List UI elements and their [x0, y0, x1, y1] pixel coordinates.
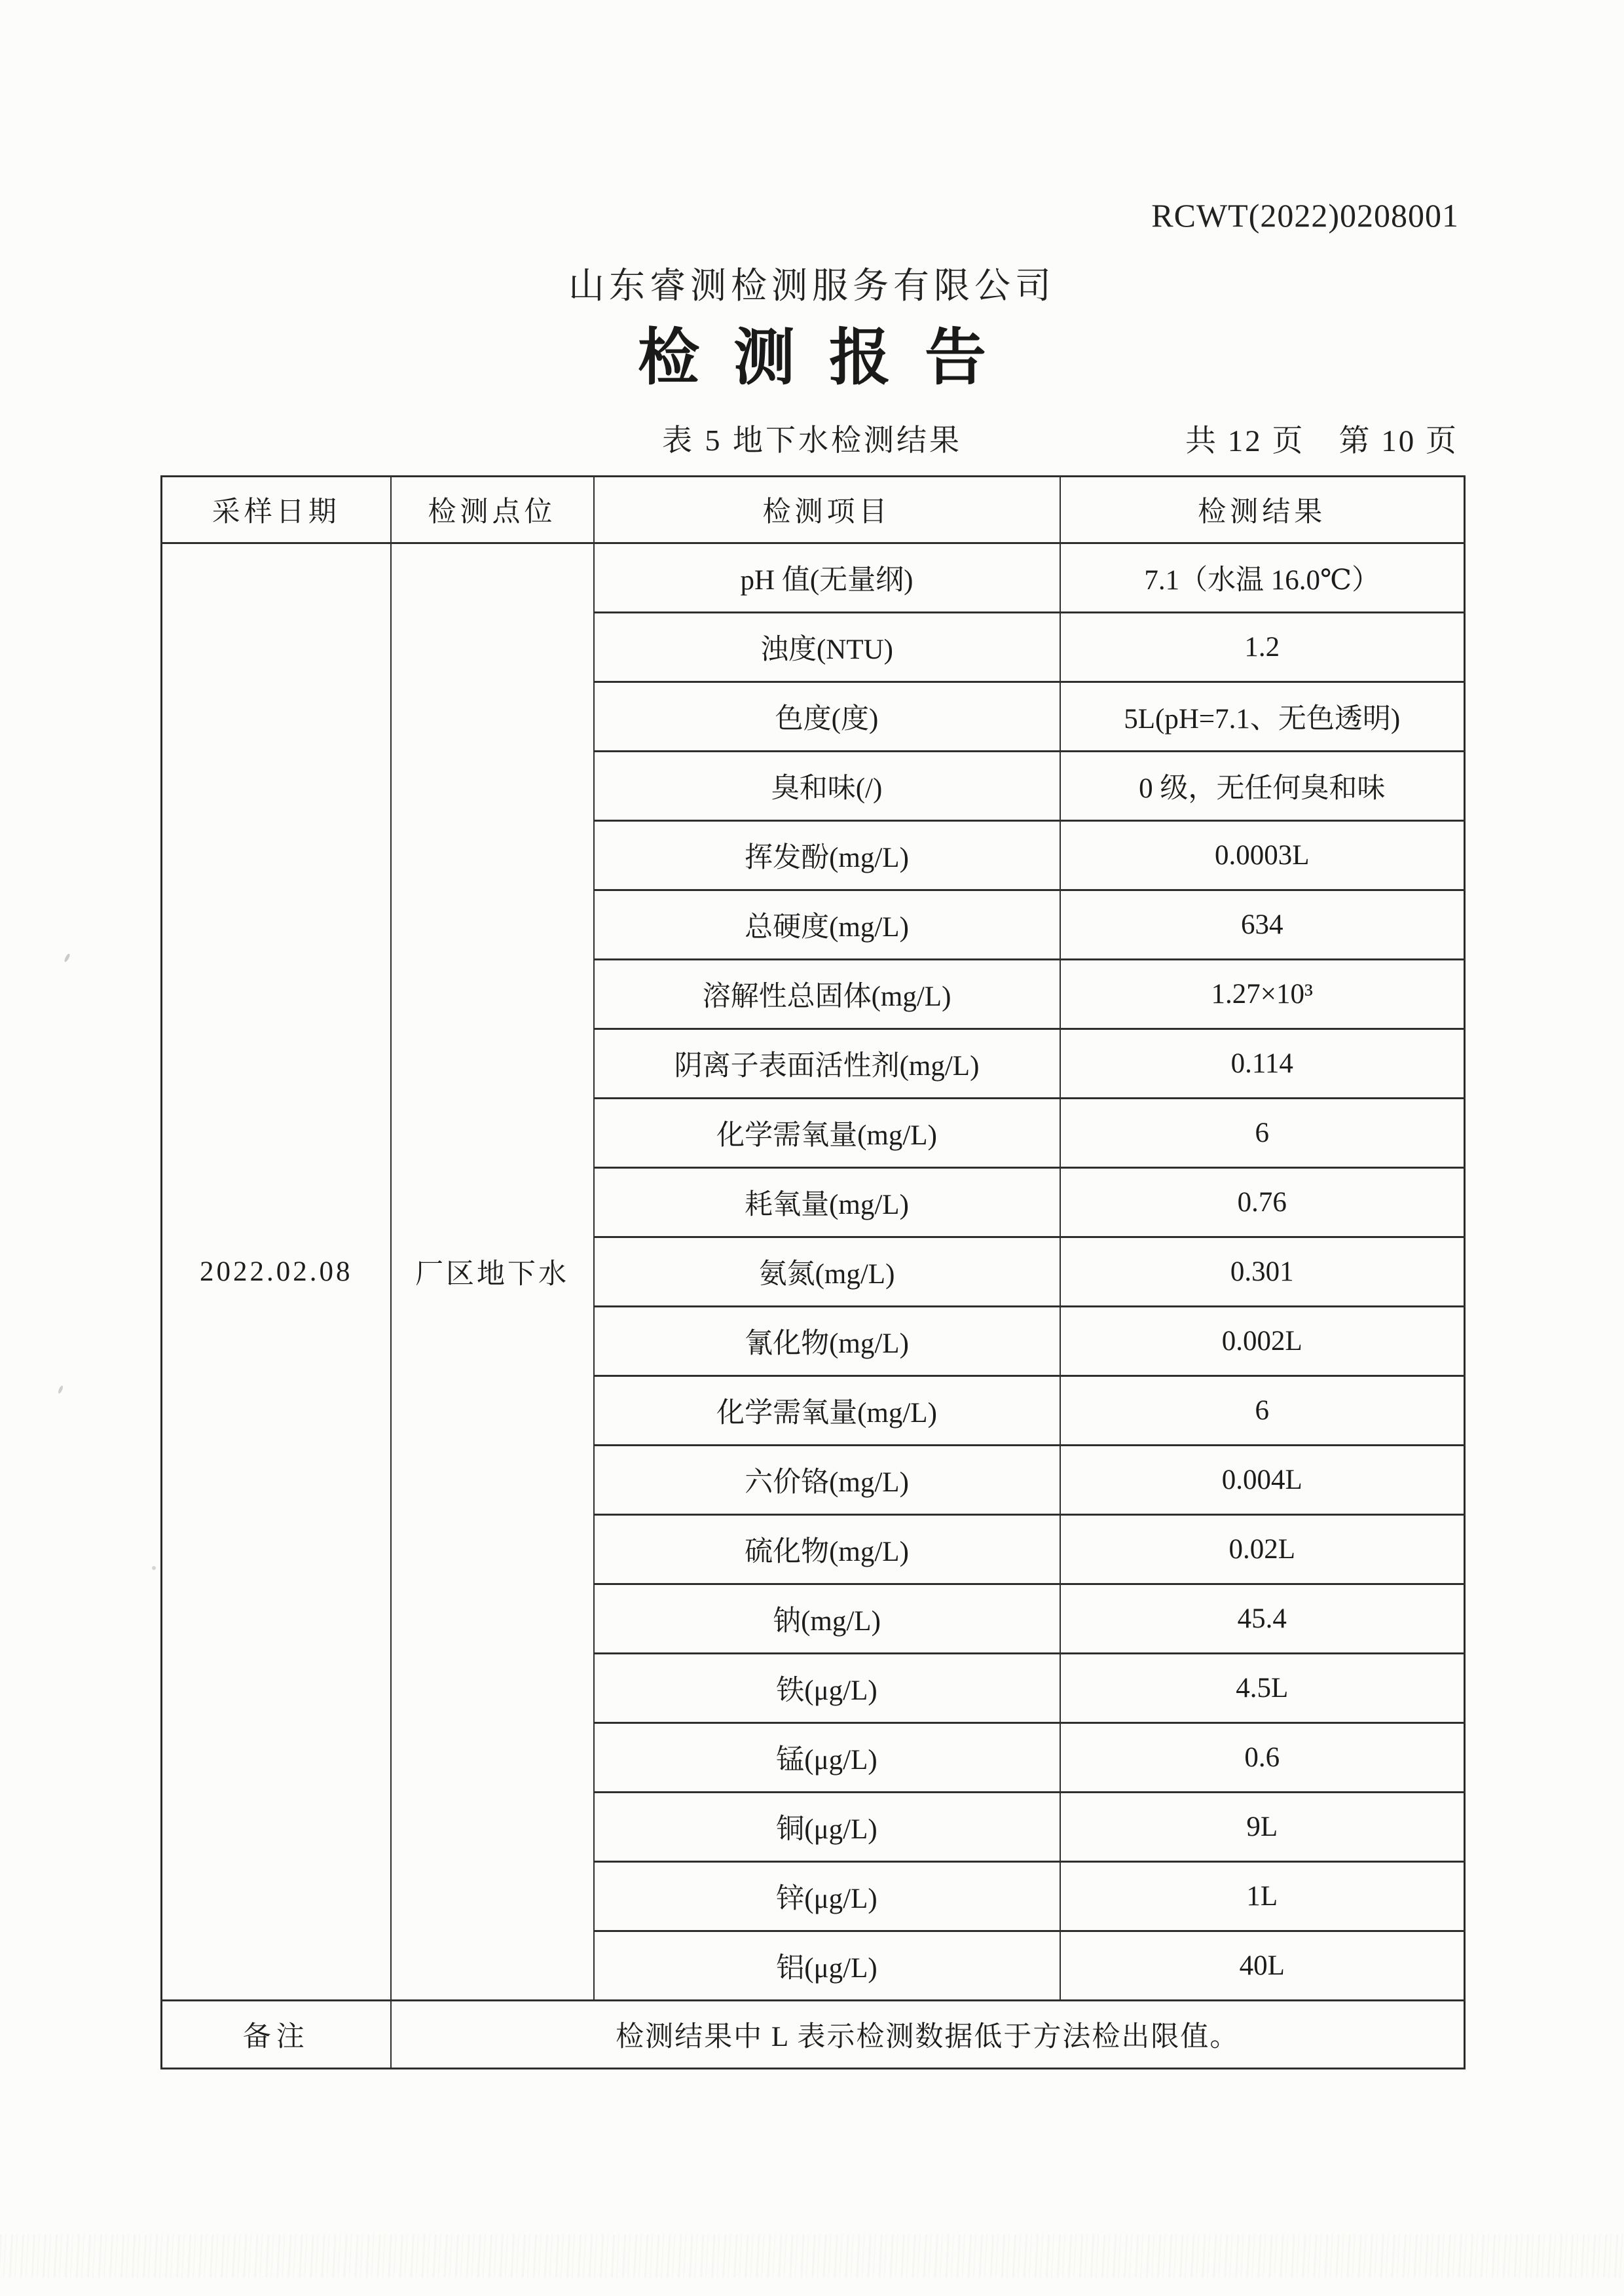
test-result-cell: 0 级，无任何臭和味 [1060, 752, 1465, 821]
test-item-cell: 挥发酚(mg/L) [594, 821, 1060, 890]
test-result-cell: 0.002L [1060, 1307, 1465, 1376]
test-result-cell: 0.0003L [1060, 821, 1465, 890]
test-result-cell: 0.004L [1060, 1446, 1465, 1515]
test-item-cell: pH 值(无量纲) [594, 543, 1060, 613]
test-result-cell: 6 [1060, 1376, 1465, 1446]
test-item-cell: 化学需氧量(mg/L) [594, 1376, 1060, 1446]
pages-total-label: 共 12 页 [1185, 424, 1305, 458]
document-number: RCWT(2022)0208001 [1151, 197, 1459, 234]
test-result-cell: 6 [1060, 1099, 1465, 1168]
table-header-row [162, 477, 1465, 543]
test-item-cell: 总硬度(mg/L) [594, 890, 1060, 960]
remark-label-cell: 备注 [162, 2001, 391, 2069]
test-result-cell: 1.2 [1060, 613, 1465, 682]
test-item-cell: 氰化物(mg/L) [594, 1307, 1060, 1376]
test-result-cell: 45.4 [1060, 1584, 1465, 1654]
table-caption: 表 5 地下水检测结果 [662, 424, 962, 457]
test-item-cell: 臭和味(/) [594, 752, 1060, 821]
test-result-cell: 40L [1060, 1931, 1465, 2001]
test-item-cell: 溶解性总固体(mg/L) [594, 960, 1060, 1029]
test-item-cell: 耗氧量(mg/L) [594, 1168, 1060, 1237]
test-result-cell: 0.114 [1060, 1029, 1465, 1099]
scan-speck [64, 953, 71, 963]
scan-speck [152, 1566, 156, 1570]
scanner-noise-band [0, 2234, 1624, 2278]
test-result-cell: 5L(pH=7.1、无色透明) [1060, 682, 1465, 752]
test-item-cell: 铜(μg/L) [594, 1793, 1060, 1862]
test-item-cell: 化学需氧量(mg/L) [594, 1099, 1060, 1168]
test-item-cell: 硫化物(mg/L) [594, 1515, 1060, 1584]
test-item-cell: 锰(μg/L) [594, 1723, 1060, 1793]
sample-date-cell: 2022.02.08 [162, 543, 391, 2001]
page-current-label: 第 10 页 [1338, 424, 1458, 458]
test-result-cell: 7.1（水温 16.0℃） [1060, 543, 1465, 613]
scan-speck [58, 1385, 64, 1394]
page-info [1185, 416, 1458, 460]
remark-text-cell: 检测结果中 L 表示检测数据低于方法检出限值。 [391, 2001, 1465, 2069]
test-item-cell: 锌(μg/L) [594, 1862, 1060, 1931]
report-title: 检测报告 [637, 323, 1020, 392]
test-result-cell: 9L [1060, 1793, 1465, 1862]
col-header-test-result: 检测结果 [1060, 477, 1465, 543]
result-row [162, 543, 1465, 613]
test-result-cell: 0.6 [1060, 1723, 1465, 1793]
test-result-cell: 0.301 [1060, 1237, 1465, 1307]
sample-point-cell: 厂区地下水 [391, 543, 594, 2001]
caption-row [160, 416, 1464, 457]
test-item-cell: 浊度(NTU) [594, 613, 1060, 682]
test-result-cell: 634 [1060, 890, 1465, 960]
results-table [160, 475, 1466, 2069]
test-item-cell: 六价铬(mg/L) [594, 1446, 1060, 1515]
test-result-cell: 1L [1060, 1862, 1465, 1931]
test-item-cell: 铁(μg/L) [594, 1654, 1060, 1723]
remark-row [162, 2001, 1465, 2069]
test-item-cell: 色度(度) [594, 682, 1060, 752]
test-item-cell: 阴离子表面活性剂(mg/L) [594, 1029, 1060, 1099]
test-item-cell: 铝(μg/L) [594, 1931, 1060, 2001]
test-result-cell: 0.02L [1060, 1515, 1465, 1584]
col-header-sample-point: 检测点位 [391, 477, 594, 543]
col-header-sample-date: 采样日期 [162, 477, 391, 543]
company-name: 山东睿测检测服务有限公司 [568, 266, 1056, 306]
test-result-cell: 1.27×10³ [1060, 960, 1465, 1029]
test-item-cell: 氨氮(mg/L) [594, 1237, 1060, 1307]
test-result-cell: 4.5L [1060, 1654, 1465, 1723]
test-item-cell: 钠(mg/L) [594, 1584, 1060, 1654]
test-result-cell: 0.76 [1060, 1168, 1465, 1237]
col-header-test-item: 检测项目 [594, 477, 1060, 543]
